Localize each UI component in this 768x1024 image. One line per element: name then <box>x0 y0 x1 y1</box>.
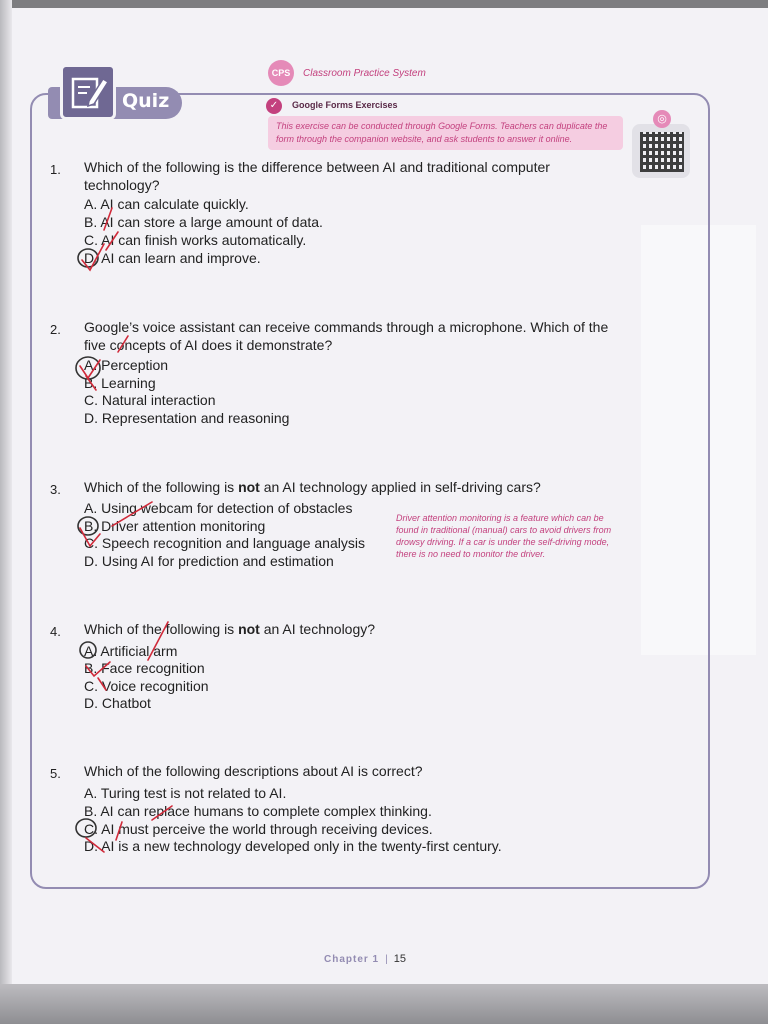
answer-option: B. AI can store a large amount of data. <box>84 214 323 230</box>
answer-option: D. AI can learn and improve. <box>84 250 261 266</box>
chapter-label: Chapter 1 <box>324 954 380 965</box>
checkmark-icon: ✓ <box>266 98 282 114</box>
answer-option: A. Using webcam for detection of obstacles <box>84 500 353 516</box>
answer-option: C. AI can finish works automatically. <box>84 232 307 248</box>
question-text <box>84 158 624 194</box>
question-number: 4. <box>50 624 61 639</box>
emphasis-word: not <box>238 621 260 637</box>
qr-code-icon <box>640 132 684 172</box>
question-line: Which of the following is <box>84 479 239 495</box>
question-number: 3. <box>50 482 61 497</box>
answer-option: A. Turing test is not related to AI. <box>84 785 287 801</box>
quiz-pencil-icon <box>60 64 116 120</box>
question-line: Google’s voice assistant can receive commands through a microphone. Which of the <box>84 319 609 335</box>
question-text <box>84 318 644 354</box>
question-line: Which of the following descriptions about AI is correct? <box>84 763 423 779</box>
question-number: 1. <box>50 162 61 177</box>
cps-title: Classroom Practice System <box>303 68 426 79</box>
answer-option: C. Natural interaction <box>84 392 216 408</box>
google-forms-description: This exercise can be conducted through Google Forms. Teachers can duplicate the form through the companion website, and ask students to answer it online. <box>276 121 608 144</box>
footer-separator: | <box>385 954 388 965</box>
scan-bottom-edge <box>0 984 768 1024</box>
answer-option: D. Representation and reasoning <box>84 410 290 426</box>
answer-option: B. Face recognition <box>84 660 205 676</box>
cps-logo-icon: CPS <box>268 60 294 86</box>
scan-left-edge <box>0 0 12 1024</box>
page-footer <box>324 953 406 965</box>
question-number: 5. <box>50 766 61 781</box>
question-line: five concepts of AI does it demonstrate? <box>84 337 333 353</box>
answer-option: C. Voice recognition <box>84 678 209 694</box>
question-line: an AI technology? <box>259 621 376 637</box>
answer-option: C. AI must perceive the world through receiving devices. <box>84 821 433 837</box>
question-line: Which of the following is the difference between AI and traditional computer <box>84 159 550 175</box>
question-text <box>84 478 644 496</box>
question-line: an AI technology applied in self-driving cars? <box>259 479 541 495</box>
globe-icon: ◎ <box>653 110 671 128</box>
question-text <box>84 620 644 638</box>
question-number: 2. <box>50 322 61 337</box>
answer-option: C. Speech recognition and language analysis <box>84 535 365 551</box>
answer-option: A. AI can calculate quickly. <box>84 196 249 212</box>
page-number: 15 <box>393 953 406 965</box>
quiz-title: Quiz <box>122 90 170 112</box>
answer-option: B. AI can replace humans to complete complex thinking. <box>84 803 432 819</box>
google-forms-title: Google Forms Exercises <box>292 100 398 110</box>
answer-option: D. Using AI for prediction and estimation <box>84 553 334 569</box>
question-line: Which of the following is <box>84 621 239 637</box>
emphasis-word: not <box>238 479 260 495</box>
answer-option: D. Chatbot <box>84 695 151 711</box>
question-line: technology? <box>84 177 160 193</box>
explanation-note: Driver attention monitoring is a feature which can be found in traditional (manual) cars to avoid drivers from drowsy driving. If a car is under the self-driving mode, there is no need to monitor the driver. <box>396 513 612 559</box>
question-text <box>84 762 644 780</box>
answer-option: A. Artificial arm <box>84 643 178 659</box>
answer-option: D. AI is a new technology developed only in the twenty-first century. <box>84 838 502 854</box>
answer-option: A. Perception <box>84 357 169 373</box>
answer-option: B. Learning <box>84 375 156 391</box>
answer-option: B. Driver attention monitoring <box>84 518 266 534</box>
